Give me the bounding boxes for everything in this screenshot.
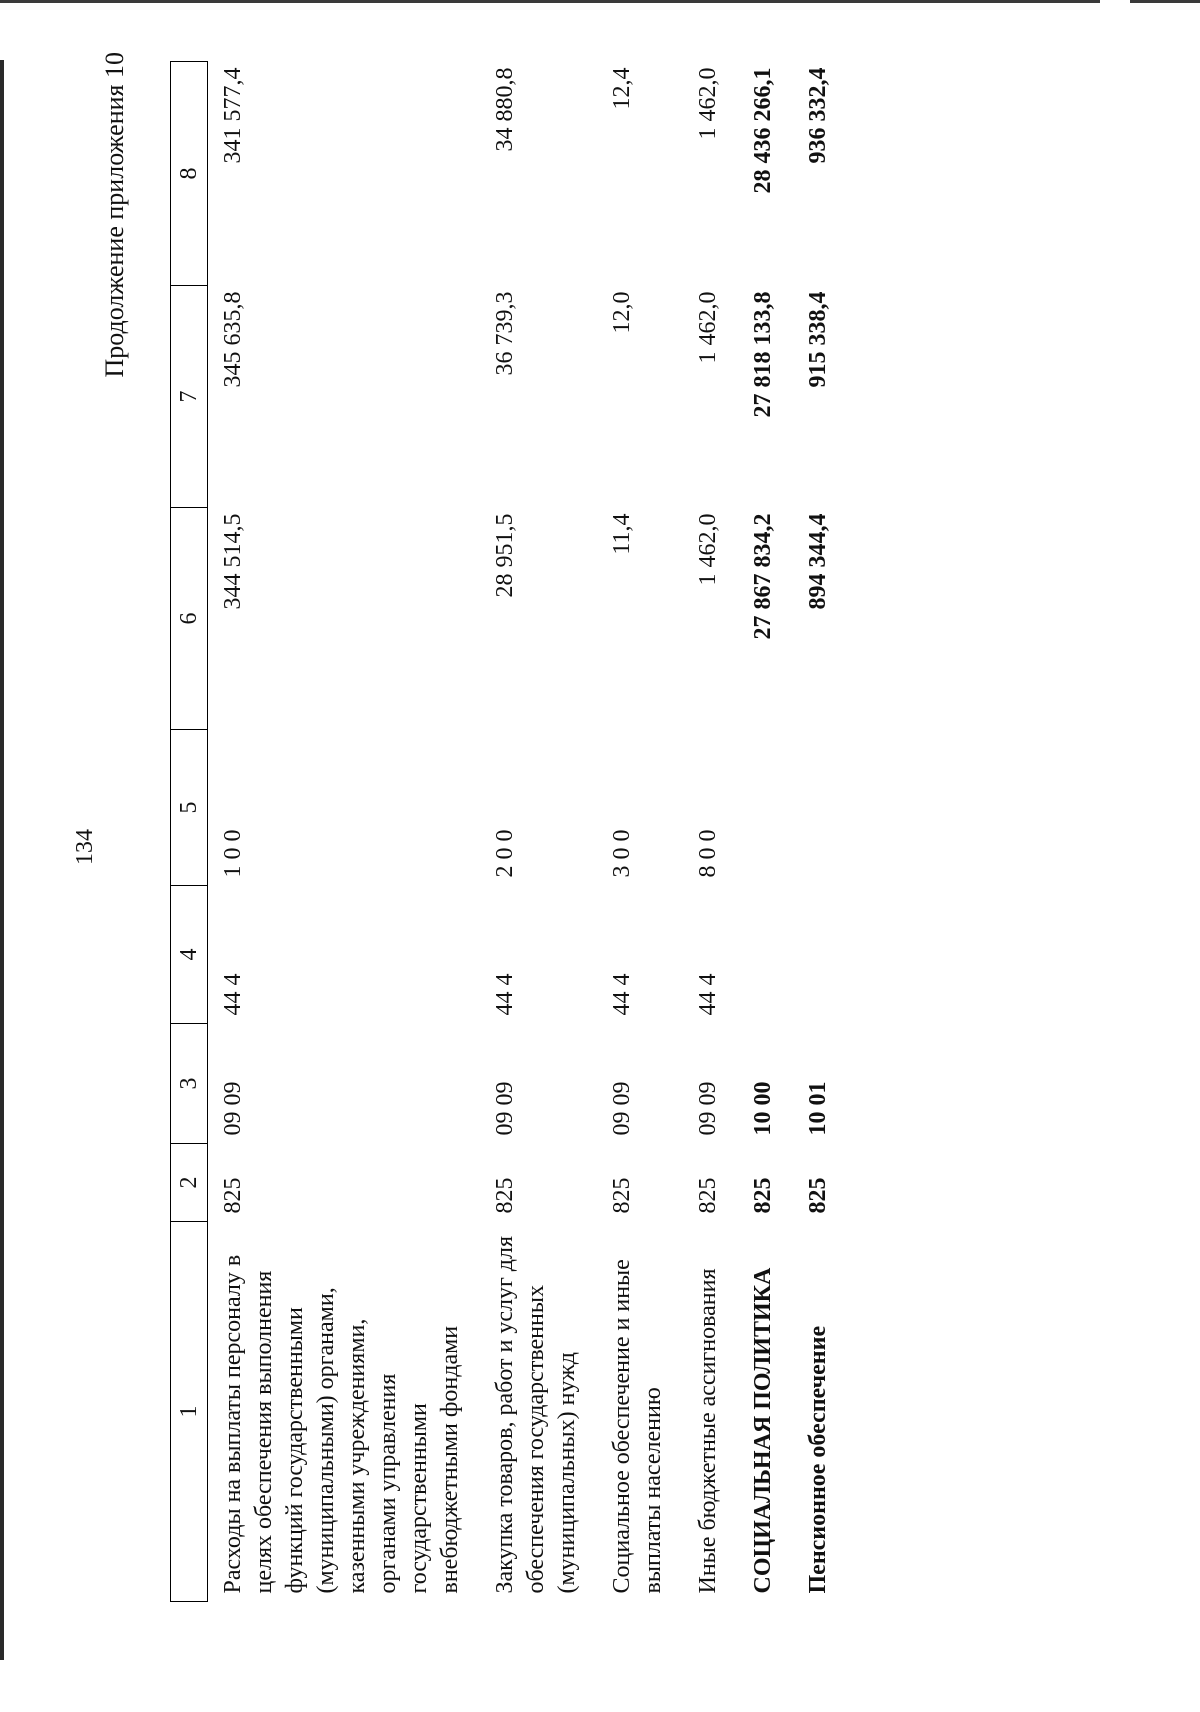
page-number: 134 xyxy=(72,829,98,865)
row-col-2: 825 xyxy=(750,1177,776,1214)
row-col-2: 825 xyxy=(805,1177,831,1214)
row-name: Иные бюджетные ассигнования xyxy=(695,1268,721,1594)
row-col-5: 2 0 0 xyxy=(492,829,518,878)
table-row xyxy=(597,62,683,1602)
row-col-7: 36 739,3 xyxy=(492,291,518,376)
row-col-5 xyxy=(793,730,848,886)
header-col-5: 5 xyxy=(171,730,208,886)
table-row xyxy=(683,62,738,1602)
row-col-5: 1 0 0 xyxy=(220,829,246,878)
row-col-3: 09 09 xyxy=(220,1081,246,1136)
row-name: Пенсионное обеспечение xyxy=(805,1325,831,1594)
header-col-1: 1 xyxy=(171,1222,208,1602)
row-col-6: 11,4 xyxy=(609,513,635,555)
row-col-8: 28 436 266,1 xyxy=(750,67,776,194)
header-col-2: 2 xyxy=(171,1144,208,1222)
row-name: Социальное обеспечение и иные выплаты населению xyxy=(609,1259,666,1594)
table-row xyxy=(738,62,793,1602)
row-name: Расходы на выплаты персоналу в целях обеспечения выполнения функций государственными (муниципальными) органами, казенными учреждениями, органами управления государственными внебюджетными фондами xyxy=(220,1254,463,1594)
table-row xyxy=(208,62,481,1602)
row-col-3: 09 09 xyxy=(609,1081,635,1136)
row-col-7: 915 338,4 xyxy=(805,291,831,388)
header-col-4: 4 xyxy=(171,886,208,1024)
row-col-6: 27 867 834,2 xyxy=(750,513,776,640)
row-name: СОЦИАЛЬНАЯ ПОЛИТИКА xyxy=(750,1267,776,1594)
row-col-6: 28 951,5 xyxy=(492,513,518,598)
row-col-2: 825 xyxy=(220,1177,246,1214)
row-col-2: 825 xyxy=(695,1177,721,1214)
row-col-4 xyxy=(738,886,793,1024)
row-col-3: 09 09 xyxy=(695,1081,721,1136)
row-col-3: 09 09 xyxy=(492,1081,518,1136)
row-col-4: 44 4 xyxy=(609,973,635,1016)
row-col-3: 10 00 xyxy=(750,1081,776,1136)
table-row xyxy=(480,62,597,1602)
appendix-caption: Продолжение приложения 10 xyxy=(100,52,129,378)
row-col-8: 12,4 xyxy=(609,67,635,110)
row-col-7: 1 462,0 xyxy=(695,291,721,364)
row-col-2: 825 xyxy=(492,1177,518,1214)
row-col-4 xyxy=(793,886,848,1024)
table-header-row xyxy=(171,62,208,1602)
header-col-3: 3 xyxy=(171,1024,208,1144)
row-col-8: 34 880,8 xyxy=(492,67,518,152)
header-col-7: 7 xyxy=(171,286,208,508)
row-col-7: 27 818 133,8 xyxy=(750,291,776,418)
row-col-4: 44 4 xyxy=(220,973,246,1016)
row-col-8: 341 577,4 xyxy=(220,67,246,164)
header-col-6: 6 xyxy=(171,508,208,730)
row-col-6: 344 514,5 xyxy=(220,513,246,610)
row-col-3: 10 01 xyxy=(805,1081,831,1136)
row-col-6: 894 344,4 xyxy=(805,513,831,610)
row-col-8: 1 462,0 xyxy=(695,67,721,140)
row-col-5: 8 0 0 xyxy=(695,829,721,878)
row-col-5: 3 0 0 xyxy=(609,829,635,878)
row-col-5 xyxy=(738,730,793,886)
row-col-2: 825 xyxy=(609,1177,635,1214)
row-col-6: 1 462,0 xyxy=(695,513,721,586)
row-name: Закупка товаров, работ и услуг для обеспечения государственных (муниципальных) нужд xyxy=(492,1235,580,1594)
row-col-4: 44 4 xyxy=(695,973,721,1016)
budget-table xyxy=(170,61,848,1602)
row-col-8: 936 332,4 xyxy=(805,67,831,164)
row-col-7: 12,0 xyxy=(609,291,635,334)
header-col-8: 8 xyxy=(171,62,208,286)
row-col-7: 345 635,8 xyxy=(220,291,246,388)
table-row xyxy=(793,62,848,1602)
row-col-4: 44 4 xyxy=(492,973,518,1016)
